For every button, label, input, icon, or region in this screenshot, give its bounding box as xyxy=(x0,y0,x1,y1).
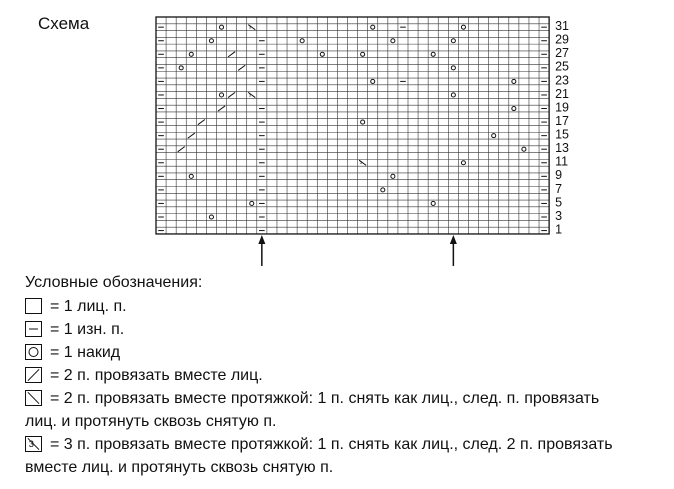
yarn-over-cell xyxy=(189,174,193,178)
yarn-over-cell xyxy=(381,188,385,192)
yarn-over-cell xyxy=(431,52,435,56)
chart-grid-lines xyxy=(156,17,549,234)
sk2p-cell xyxy=(248,25,255,30)
yarn-over-cell xyxy=(209,39,213,43)
yarn-over-cell xyxy=(209,215,213,219)
yarn-over-cell xyxy=(431,201,435,205)
legend-item-k2tog xyxy=(25,364,670,387)
row-number: 19 xyxy=(555,100,570,115)
svg-text:3: 3 xyxy=(359,160,362,166)
row-number: 13 xyxy=(555,141,570,156)
yarn-over-cell xyxy=(371,25,375,29)
legend-items xyxy=(25,295,670,479)
chart-title: Схема xyxy=(38,14,90,33)
repeat-arrow xyxy=(258,235,265,266)
row-number: 29 xyxy=(555,32,570,47)
row-number: 7 xyxy=(555,181,563,196)
yarn-over-cell xyxy=(320,52,324,56)
row-numbers xyxy=(555,19,569,236)
yarn-over-cell xyxy=(219,25,223,29)
k2tog-cell xyxy=(228,52,235,57)
legend-item-text: = 1 изн. п. xyxy=(50,321,125,338)
yarn-over-cell xyxy=(391,174,395,178)
row-number: 21 xyxy=(555,86,570,101)
k2tog-cell xyxy=(238,65,245,70)
k2tog-cell xyxy=(188,133,195,138)
legend xyxy=(25,271,670,479)
sk2p-symbol-icon xyxy=(25,436,42,452)
k2tog-cell xyxy=(228,92,235,97)
yarn-over-cell xyxy=(371,79,375,83)
k2tog-cell xyxy=(178,147,185,152)
yarn-over-cell xyxy=(451,66,455,70)
yarn-over-cell xyxy=(361,52,365,56)
yarn-over-symbol-icon xyxy=(25,344,42,360)
row-number: 1 xyxy=(555,222,563,237)
sk2p-cell xyxy=(248,92,255,97)
repeat-arrows xyxy=(258,235,457,266)
purl-symbol-icon xyxy=(25,321,42,337)
yarn-over-cell xyxy=(461,25,465,29)
row-number: 5 xyxy=(555,195,563,210)
k2tog-symbol-icon xyxy=(25,367,42,383)
sk2p-cell xyxy=(359,160,366,165)
row-number: 17 xyxy=(555,113,570,128)
legend-item-continuation: лиц. и протянуть сквозь снятую п. xyxy=(25,413,277,430)
yarn-over-cell xyxy=(300,39,304,43)
k2tog-cell xyxy=(198,120,205,125)
legend-item-purl xyxy=(25,318,670,341)
svg-text:3: 3 xyxy=(248,92,252,98)
legend-item-text: = 2 п. провязать вместе протяжкой: 1 п. снять как лиц., след. п. провязать xyxy=(50,390,600,407)
row-number: 3 xyxy=(555,208,563,223)
row-number: 11 xyxy=(555,154,569,169)
row-number: 31 xyxy=(555,19,570,34)
row-number: 23 xyxy=(555,73,570,88)
row-number: 9 xyxy=(555,168,563,183)
yarn-over-cell xyxy=(512,79,516,83)
legend-title: Условные обозначения: xyxy=(25,274,203,291)
knit-symbol-icon xyxy=(25,298,42,314)
ssk-symbol-icon xyxy=(25,390,42,406)
yarn-over-cell xyxy=(250,201,254,205)
yarn-over-cell xyxy=(391,39,395,43)
yarn-over-cell xyxy=(461,161,465,165)
legend-item-sk2p xyxy=(25,433,670,456)
legend-item-continuation: вместе лиц. и протянуть сквозь снятую п. xyxy=(25,459,334,476)
yarn-over-cell xyxy=(179,66,183,70)
yarn-over-cell xyxy=(512,106,516,110)
yarn-over-cell xyxy=(189,52,193,56)
k2tog-cell xyxy=(218,106,225,111)
yarn-over-cell xyxy=(451,93,455,97)
legend-item-text: = 1 накид xyxy=(50,344,121,361)
yarn-over-cell xyxy=(492,134,496,138)
row-number: 27 xyxy=(555,46,570,61)
row-number: 15 xyxy=(555,127,570,142)
yarn-over-cell xyxy=(451,39,455,43)
row-number: 25 xyxy=(555,59,570,74)
legend-item-text: = 2 п. провязать вместе лиц. xyxy=(50,367,263,384)
legend-item-text: = 1 лиц. п. xyxy=(50,298,127,315)
legend-item-knit xyxy=(25,295,670,318)
svg-text:3: 3 xyxy=(28,439,34,449)
legend-item-text: = 3 п. провязать вместе протяжкой: 1 п. снять как лиц., след. 2 п. провязать xyxy=(50,436,613,453)
legend-item-yarn-over xyxy=(25,341,670,364)
yarn-over-cell xyxy=(361,120,365,124)
yarn-over-cell xyxy=(219,93,223,97)
legend-item-ssk xyxy=(25,387,670,410)
repeat-arrow xyxy=(450,235,457,266)
yarn-over-cell xyxy=(522,147,526,151)
svg-text:3: 3 xyxy=(248,24,252,30)
